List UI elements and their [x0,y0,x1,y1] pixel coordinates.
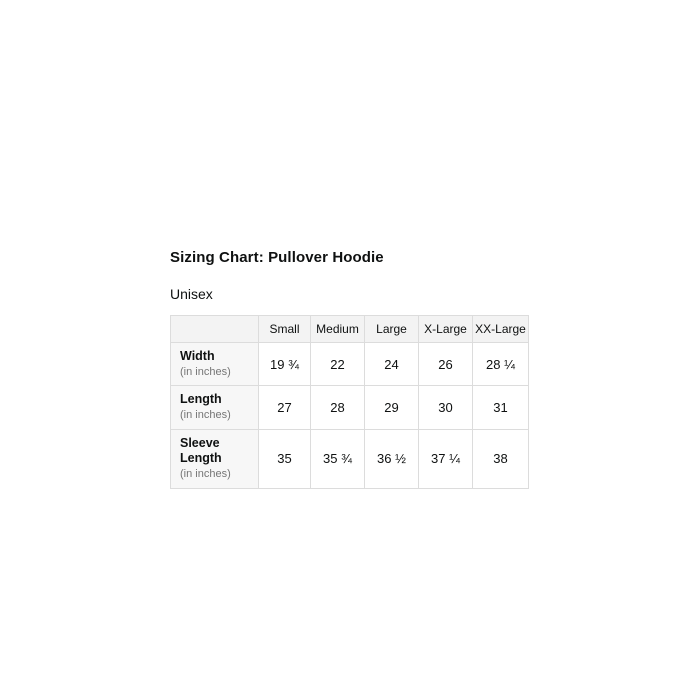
sizing-chart-section [170,249,530,489]
column-header-x-large: X-Large [419,316,473,343]
row-label: Sleeve Length [180,435,222,466]
cell-sleeve-small: 35 [259,429,311,488]
column-header-medium: Medium [311,316,365,343]
column-header-large: Large [365,316,419,343]
category-label: Unisex [170,286,213,302]
page-title: Sizing Chart: Pullover Hoodie [170,249,384,266]
table-row-length [171,386,529,429]
cell-length-x-large: 30 [419,386,473,429]
row-header-length [171,386,259,429]
cell-sleeve-large: 36 ½ [365,429,419,488]
cell-length-medium: 28 [311,386,365,429]
cell-sleeve-medium: 35 ¾ [311,429,365,488]
cell-length-xx-large: 31 [473,386,529,429]
table-header-row [171,316,529,343]
row-sublabel: (in inches) [180,409,231,421]
row-label: Length [180,392,222,407]
corner-cell [171,316,259,343]
cell-width-small: 19 ¾ [259,343,311,386]
row-header-sleeve-length [171,429,259,488]
cell-width-medium: 22 [311,343,365,386]
cell-width-xx-large: 28 ¼ [473,343,529,386]
row-header-width [171,343,259,386]
cell-sleeve-x-large: 37 ¼ [419,429,473,488]
cell-width-x-large: 26 [419,343,473,386]
table-row-sleeve-length [171,429,529,488]
row-sublabel: (in inches) [180,365,231,378]
cell-sleeve-xx-large: 38 [473,429,529,488]
cell-length-large: 29 [365,386,419,429]
table-row-width [171,343,529,386]
cell-length-small: 27 [259,386,311,429]
sizing-table [170,315,529,489]
cell-width-large: 24 [365,343,419,386]
column-header-xx-large: XX-Large [473,316,529,343]
row-sublabel: (in inches) [180,468,231,480]
column-header-small: Small [259,316,311,343]
row-label: Width [180,349,215,363]
